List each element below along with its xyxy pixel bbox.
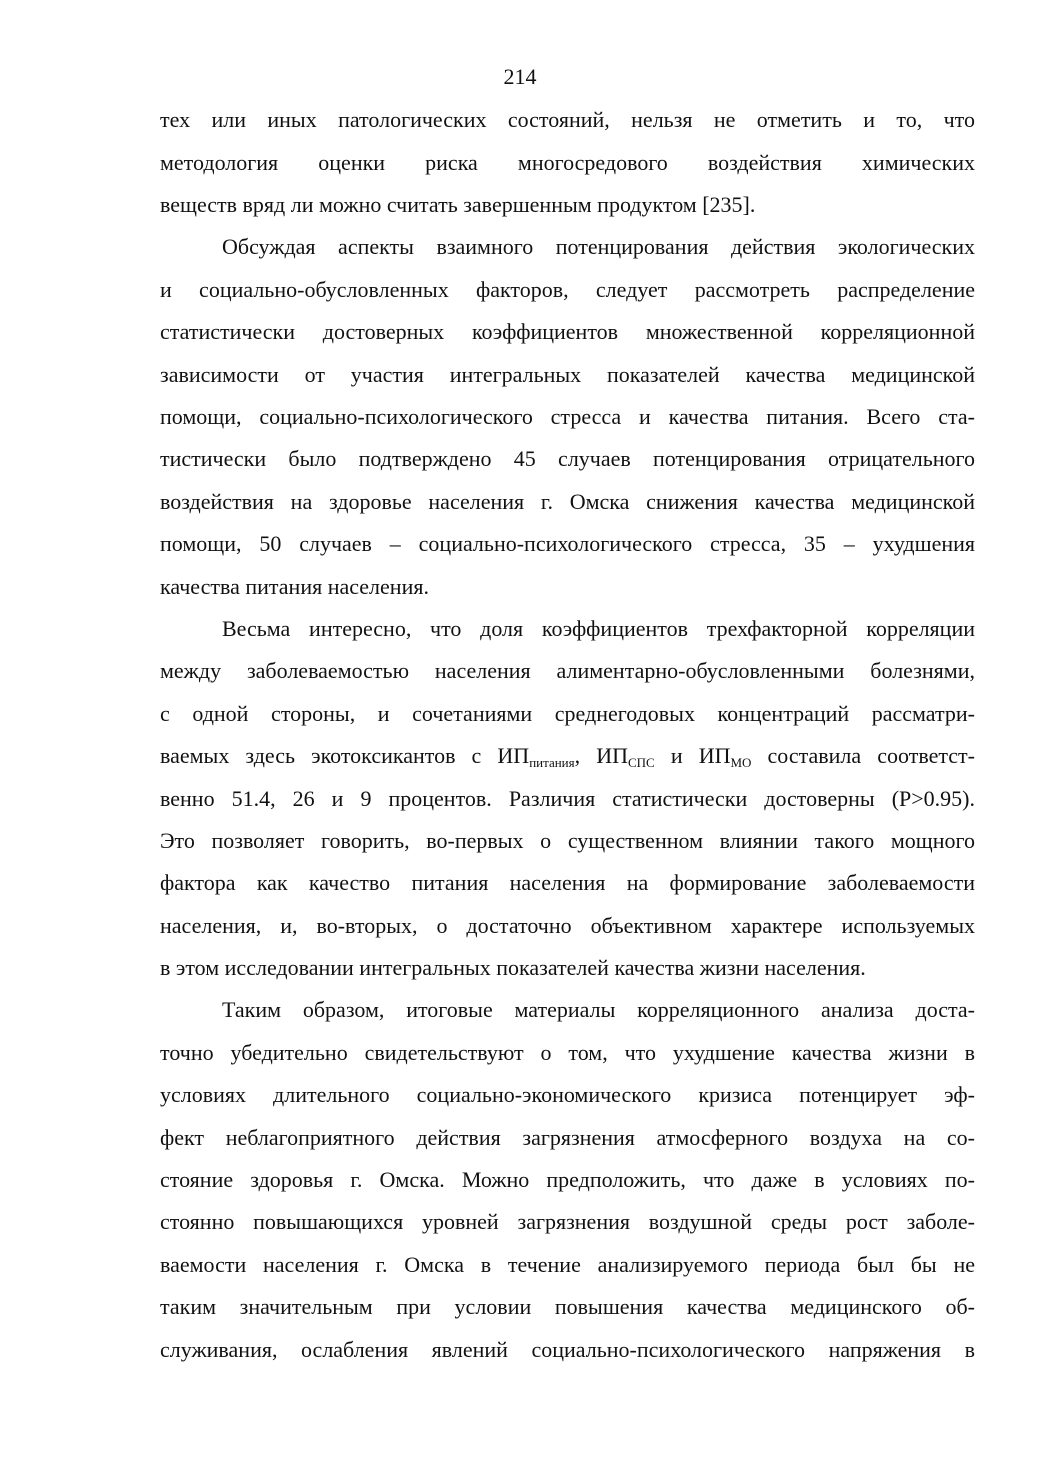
paragraph-2-line: воздействия на здоровье населения г. Омска снижения качества медицинской — [160, 489, 975, 514]
subscript-pitaniya: питания — [529, 755, 575, 770]
paragraph-4-line: стояние здоровья г. Омска. Можно предположить, что даже в условиях по- — [160, 1167, 975, 1192]
paragraph-3-line-with-subscripts — [160, 741, 975, 771]
paragraph-2-line: качества питания населения. — [160, 574, 429, 599]
paragraph-4-line: фект неблагоприятного действия загрязнения атмосферного воздуха на со- — [160, 1125, 975, 1150]
paragraph-3-line: между заболеваемостью населения алиментарно-обусловленными болезнями, — [160, 658, 975, 683]
paragraph-2-line: и социально-обусловленных факторов, следует рассмотреть распределение — [160, 277, 975, 302]
paragraph-2-line: помощи, социально-психологического стресса и качества питания. Всего ста- — [160, 404, 975, 429]
paragraph-1-line: веществ вряд ли можно считать завершенным продуктом [235]. — [160, 192, 756, 217]
paragraph-2-line: зависимости от участия интегральных показателей качества медицинской — [160, 362, 975, 387]
paragraph-3-line: Это позволяет говорить, во-первых о существенном влиянии такого мощного — [160, 828, 975, 853]
text-segment: , ИП — [574, 743, 628, 768]
paragraph-3-line: в этом исследовании интегральных показателей качества жизни населения. — [160, 955, 866, 980]
text-segment: и ИП — [654, 743, 731, 768]
paragraph-4-line: служивания, ослабления явлений социально-психологического напряжения в — [160, 1337, 975, 1362]
paragraph-3-line: с одной стороны, и сочетаниями среднегодовых концентраций рассматри- — [160, 701, 975, 726]
paragraph-3-line: Весьма интересно, что доля коэффициентов трехфакторной корреляции — [222, 616, 975, 641]
paragraph-4-line: ваемости населения г. Омска в течение анализируемого периода был бы не — [160, 1252, 975, 1277]
paragraph-3-line: венно 51.4, 26 и 9 процентов. Различия статистически достоверны (P>0.95). — [160, 786, 975, 811]
paragraph-4-line: Таким образом, итоговые материалы корреляционного анализа доста- — [222, 997, 975, 1022]
paragraph-4-line: стоянно повышающихся уровней загрязнения воздушной среды рост заболе- — [160, 1209, 975, 1234]
paragraph-1-line: тех или иных патологических состояний, нельзя не отметить и то, что — [160, 107, 975, 132]
page-number: 214 — [503, 64, 537, 89]
subscript-sps: СПС — [628, 755, 655, 770]
paragraph-2-line: статистически достоверных коэффициентов множественной корреляционной — [160, 319, 975, 344]
paragraph-2-line: Обсуждая аспекты взаимного потенцирования действия экологических — [222, 234, 975, 259]
paragraph-3-line: фактора как качество питания населения на формирование заболеваемости — [160, 870, 975, 895]
paragraph-4-line: точно убедительно свидетельствуют о том, что ухудшение качества жизни в — [160, 1040, 975, 1065]
paragraph-1-line: методология оценки риска многосредового воздействия химических — [160, 150, 975, 175]
text-segment: составила соответст- — [751, 743, 975, 768]
text-segment: ваемых здесь экотоксикантов с ИП — [160, 743, 530, 768]
paragraph-2-line: помощи, 50 случаев – социально-психологического стресса, 35 – ухудшения — [160, 531, 975, 556]
paragraph-2-line: тистически было подтверждено 45 случаев потенцирования отрицательного — [160, 446, 975, 471]
subscript-mo: МО — [730, 755, 752, 770]
paragraph-4-line: таким значительным при условии повышения качества медицинского об- — [160, 1294, 975, 1319]
paragraph-4-line: условиях длительного социально-экономического кризиса потенцирует эф- — [160, 1082, 975, 1107]
paragraph-3-line: населения, и, во-вторых, о достаточно объективном характере используемых — [160, 913, 975, 938]
